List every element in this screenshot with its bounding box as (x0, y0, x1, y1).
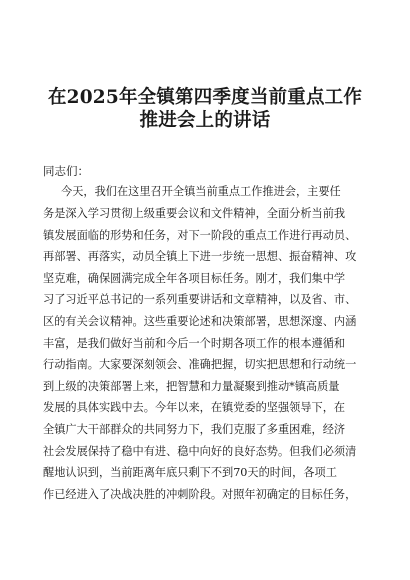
body-line: 全镇广大干部群众的共同努力下，我们克服了多重困难，经济 (43, 423, 346, 436)
document-title-line-1: 在2025年全镇第四季度当前重点工作 (47, 87, 363, 108)
body-line: 区的有关会议精神。这些重要论述和决策部署，思想深邃、内涵 (43, 315, 357, 328)
salutation: 同志们： (43, 164, 89, 178)
body-line: 到上级的决策部署上来，把智慧和力量凝聚到推动*镇高质量 (43, 380, 340, 393)
body-line: 醒地认识到，当前距离年底只剩下不到70天的时间，各项工 (43, 466, 337, 479)
body-line: 今天，我们在这里召开全镇当前重点工作推进会，主要任 (61, 185, 341, 198)
body-line: 再部署、再落实，动员全镇上下进一步统一思想、振奋精神、攻 (43, 250, 357, 263)
body-line: 作已经进入了决战决胜的冲刺阶段。对照年初确定的目标任务， (43, 488, 357, 501)
body-line: 发展的具体实践中去。今年以来，在镇党委的坚强领导下，在 (43, 401, 346, 414)
body-line: 坚克难，确保圆满完成全年各项目标任务。刚才，我们集中学 (43, 272, 346, 285)
body-line: 行动指南。大家要深刻领会、准确把握，切实把思想和行动统一 (43, 358, 357, 371)
body-line: 镇发展面临的形势和任务，对下一阶段的重点工作进行再动员、 (43, 229, 357, 242)
body-line: 习了习近平总书记的一系列重要讲话和文章精神，以及省、市、 (43, 293, 357, 306)
body-line: 社会发展保持了稳中有进、稳中向好的良好态势。但我们必须清 (43, 445, 357, 458)
body-line: 丰富，是我们做好当前和今后一个时期各项工作的根本遵循和 (43, 337, 346, 350)
document-title-line-2: 推进会上的讲话 (139, 110, 271, 131)
body-line: 务是深入学习贯彻上级重要会议和文件精神，全面分析当前我 (43, 207, 346, 220)
